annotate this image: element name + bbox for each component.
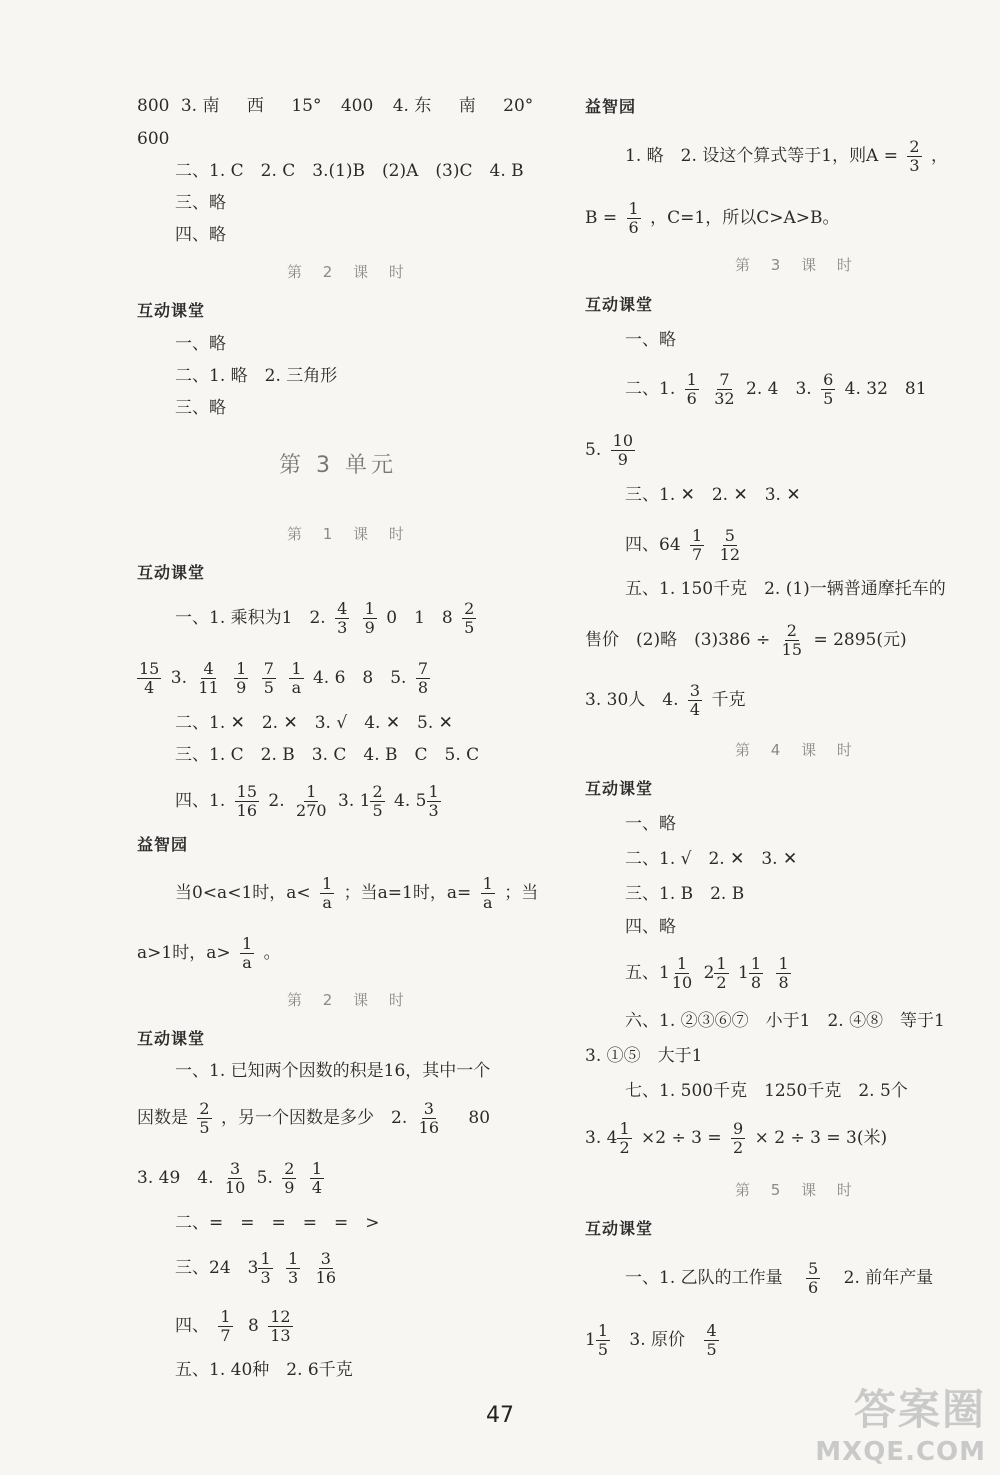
text: 5. (585, 440, 602, 460)
fraction (363, 600, 377, 637)
fraction (262, 660, 276, 697)
numerator: 1 (322, 874, 333, 893)
denominator: 7 (692, 545, 703, 564)
fraction (137, 660, 161, 697)
denominator: 270 (296, 801, 327, 820)
fraction (712, 371, 736, 408)
answer-line (175, 1250, 342, 1287)
fraction (218, 1308, 232, 1345)
numerator: 10 (612, 431, 633, 450)
denominator: 3 (288, 1268, 299, 1287)
text: 4. 6 8 5. (312, 668, 407, 688)
numerator: 2 (284, 1159, 295, 1178)
answer-line: 二、= = = = = > (175, 1213, 380, 1233)
numerator: 2 (199, 1099, 210, 1118)
fraction (258, 1250, 272, 1287)
denominator: 16 (315, 1268, 336, 1287)
fraction (627, 200, 641, 237)
answer-line: 一、1. 已知两个因数的积是16，其中一个 (175, 1061, 491, 1081)
text: 西 (246, 96, 264, 116)
denominator: 9 (236, 678, 247, 697)
denominator: 2 (733, 1138, 744, 1157)
answer-line: 600 (137, 129, 170, 149)
numerator: 2 (464, 599, 475, 618)
numerator: 1 (220, 1307, 231, 1326)
text: 4. (392, 96, 409, 116)
fraction (685, 371, 699, 408)
section-heading: 互动课堂 (137, 563, 206, 582)
denominator: 8 (778, 973, 789, 992)
answer-line: 一、略 (175, 334, 226, 354)
text: 四、1. (175, 791, 226, 811)
text: 2. 4 3. (746, 379, 812, 399)
numerator: 4 (337, 599, 348, 618)
text: ， (931, 146, 948, 166)
numerator: 12 (270, 1307, 291, 1326)
numerator: 4 (203, 659, 214, 678)
answer-line (625, 1260, 933, 1297)
text: 三、24 3 (175, 1258, 259, 1278)
text: ×2 ÷ 3 = (641, 1128, 722, 1148)
denominator: 5 (372, 801, 383, 820)
fraction (294, 783, 329, 820)
text: 1 (585, 1330, 596, 1350)
text: 南 (202, 96, 220, 116)
text: = 2895(元) (813, 630, 907, 650)
text: ，另一个因数是多少 2. (221, 1108, 408, 1128)
text: 4. 5 (394, 791, 427, 811)
fraction (320, 875, 334, 912)
answer-line: 五、1. 40种 2. 6千克 (175, 1360, 353, 1380)
text: 8 (248, 1316, 259, 1336)
fraction (196, 660, 220, 697)
denominator: 6 (628, 218, 639, 237)
numerator: 1 (236, 659, 247, 678)
numerator: 1 (306, 782, 317, 801)
numerator: 3 (229, 1159, 241, 1178)
section-heading: 互动课堂 (137, 301, 206, 320)
text: 五、1 (625, 963, 670, 983)
lesson-title: 第 3 课 时 (735, 256, 860, 274)
fraction (314, 1250, 338, 1287)
answer-line (625, 371, 927, 408)
answer-line: 二、1. 略 2. 三角形 (175, 366, 338, 386)
denominator: a (242, 953, 252, 972)
text: a>1时，a> (137, 943, 231, 963)
fraction (197, 1100, 211, 1137)
text: 一、1. 乘积为1 2. (175, 608, 326, 628)
text: 四、64 (625, 535, 681, 555)
text: 1 (738, 963, 749, 983)
denominator: 9 (617, 450, 628, 469)
answer-line: 四、略 (175, 225, 226, 245)
numerator: 1 (428, 782, 439, 801)
watermark-url: MXQE.COM (815, 1437, 986, 1467)
answer-line: 3. ①⑤ 大于1 (585, 1046, 703, 1066)
denominator: 5 (597, 1340, 609, 1359)
answer-line (137, 1100, 490, 1137)
fraction (731, 1120, 745, 1157)
answer-line: 四、略 (625, 917, 676, 937)
fraction (335, 600, 349, 637)
answer-line: 三、1. C 2. B 3. C 4. B C 5. C (175, 745, 480, 765)
numerator: 9 (733, 1119, 744, 1138)
text: 一、1. 乙队的工作量 (625, 1268, 783, 1288)
text: 2. (268, 791, 285, 811)
denominator: 4 (144, 678, 155, 697)
answer-line (625, 955, 795, 992)
numerator: 1 (260, 1249, 271, 1268)
numerator: 7 (263, 659, 274, 678)
denominator: 9 (284, 1178, 295, 1197)
answer-line (175, 1308, 297, 1345)
fraction (240, 935, 254, 972)
lesson-title: 第 1 课 时 (287, 525, 412, 543)
numerator: 6 (823, 370, 834, 389)
denominator: 3 (428, 801, 439, 820)
numerator: 1 (692, 526, 703, 545)
numerator: 1 (241, 934, 253, 953)
denominator: 32 (714, 389, 735, 408)
text: 2 (703, 963, 715, 983)
fraction (481, 875, 495, 912)
page-number: 47 (486, 1403, 514, 1428)
lesson-title: 第 2 课 时 (287, 991, 412, 1009)
text: × 2 ÷ 3 = 3(米) (754, 1128, 888, 1148)
answer-line (137, 93, 533, 119)
text: 4. 32 81 (844, 379, 927, 399)
text: 20° (503, 96, 534, 116)
text: 0 1 8 (386, 608, 453, 628)
denominator: 3 (909, 156, 920, 175)
numerator: 1 (676, 954, 688, 973)
text: 四、 (175, 1316, 209, 1336)
numerator: 3 (320, 1249, 331, 1268)
text: 1. 略 2. 设这个算式等于1，则A = (625, 146, 898, 166)
fraction (462, 600, 476, 637)
answer-line: 三、略 (175, 193, 226, 213)
text: 5. (256, 1168, 273, 1188)
fraction (310, 1160, 324, 1197)
answer-line (175, 783, 445, 820)
text: 3. (170, 668, 187, 688)
fraction (596, 1322, 610, 1359)
text: 3. 原价 (629, 1330, 686, 1350)
section-heading: 益智园 (137, 835, 189, 854)
denominator: a (291, 678, 302, 697)
answer-line: 二、1. √ 2. ✕ 3. ✕ (625, 849, 798, 869)
fraction (417, 1100, 441, 1137)
text: 。 (263, 943, 281, 963)
answer-line: 五、1. 150千克 2. (1)一辆普通摩托车的 (625, 579, 946, 599)
answer-line (585, 200, 839, 237)
fraction (907, 138, 921, 175)
denominator: 8 (417, 678, 429, 697)
fraction (806, 1260, 820, 1297)
denominator: 8 (750, 973, 762, 992)
numerator: 15 (139, 659, 160, 678)
denominator: 12 (719, 545, 740, 564)
text: ；当 (504, 883, 539, 903)
fraction (416, 660, 430, 697)
section-heading: 互动课堂 (585, 779, 654, 798)
denominator: 5 (464, 618, 475, 637)
denominator: 6 (686, 389, 697, 408)
fraction (286, 1250, 300, 1287)
unit-title: 第 3 单元 (279, 453, 397, 478)
watermark (815, 1377, 986, 1467)
answer-line: 一、略 (625, 814, 676, 834)
text: 千克 (711, 690, 746, 710)
fraction (234, 660, 248, 697)
text: 400 (340, 96, 374, 116)
answer-line (585, 1120, 887, 1157)
denominator: 6 (808, 1278, 819, 1297)
denominator: 7 (220, 1326, 231, 1345)
numerator: 2 (909, 137, 920, 156)
answer-line (585, 622, 907, 659)
numerator: 1 (364, 599, 375, 618)
text: 二、1. (625, 379, 676, 399)
denominator: 13 (270, 1326, 291, 1345)
numerator: 4 (706, 1321, 717, 1340)
numerator: 3 (689, 681, 701, 700)
section-heading: 益智园 (585, 97, 637, 116)
text: ；当a=1时，a= (343, 883, 472, 903)
denominator: a (322, 893, 332, 912)
watermark-logo: 答案圈 (853, 1385, 986, 1434)
answer-line (585, 1322, 723, 1359)
numerator: 7 (417, 659, 429, 678)
text: 3. (180, 96, 198, 116)
answer-line (625, 527, 746, 564)
text: 3. 30人 4. (585, 690, 679, 710)
denominator: 4 (311, 1178, 323, 1197)
answer-line: 三、略 (175, 398, 226, 418)
numerator: 1 (291, 659, 302, 678)
lesson-title: 第 4 课 时 (735, 741, 860, 759)
numerator: 2 (372, 782, 383, 801)
fraction (780, 622, 804, 659)
numerator: 1 (482, 874, 493, 893)
numerator: 1 (311, 1159, 323, 1178)
fraction (704, 1322, 718, 1359)
answer-line: 三、1. B 2. B (625, 884, 745, 904)
answer-line: 三、1. ✕ 2. ✕ 3. ✕ (625, 485, 801, 505)
text: 2. 前年产量 (843, 1268, 934, 1288)
answer-line (625, 138, 948, 175)
numerator: 1 (619, 1119, 630, 1138)
denominator: a (482, 893, 493, 912)
section-heading: 互动课堂 (585, 1219, 654, 1238)
fraction (718, 527, 742, 564)
fraction (690, 527, 704, 564)
answer-line (137, 1160, 328, 1197)
numerator: 1 (686, 370, 697, 389)
fraction (688, 682, 702, 719)
numerator: 1 (597, 1321, 609, 1340)
fraction (223, 1160, 247, 1197)
denominator: 10 (224, 1178, 246, 1197)
answer-line: 一、略 (625, 330, 676, 350)
denominator: 5 (263, 678, 274, 697)
text: 当0<a<1时，a< (175, 883, 311, 903)
numerator: 1 (778, 954, 789, 973)
denominator: 5 (199, 1118, 210, 1137)
numerator: 1 (716, 954, 727, 973)
text: 3. 49 4. (137, 1168, 214, 1188)
numerator: 3 (423, 1099, 434, 1118)
denominator: 11 (198, 678, 219, 697)
section-heading: 互动课堂 (585, 295, 654, 314)
denominator: 4 (689, 700, 701, 719)
text: 80 (468, 1108, 491, 1128)
lesson-title: 第 5 课 时 (735, 1181, 860, 1199)
denominator: 3 (337, 618, 348, 637)
text: 3. 4 (585, 1128, 618, 1148)
numerator: 7 (719, 370, 730, 389)
denominator: 2 (619, 1138, 630, 1157)
fraction (617, 1120, 631, 1157)
text: 15° (291, 96, 322, 116)
denominator: 9 (364, 618, 375, 637)
fraction (289, 660, 303, 697)
answer-line (175, 600, 480, 637)
numerator: 5 (724, 526, 735, 545)
text: 因数是 (137, 1108, 188, 1128)
answer-line: 六、1. ②③⑥⑦ 小于1 2. ④⑧ 等于1 (625, 1011, 945, 1031)
lesson-title: 第 2 课 时 (287, 263, 412, 281)
section-heading: 互动课堂 (137, 1029, 206, 1048)
numerator: 5 (808, 1259, 819, 1278)
fraction (611, 432, 635, 469)
denominator: 15 (781, 640, 803, 659)
denominator: 16 (418, 1118, 439, 1137)
fraction (370, 783, 384, 820)
numerator: 2 (786, 621, 797, 640)
text: 东 (414, 96, 432, 116)
answer-line: 二、1. C 2. C 3.(1)B (2)A (3)C 4. B (175, 161, 524, 181)
fraction (282, 1160, 296, 1197)
fraction (749, 955, 763, 992)
text: 南 (458, 96, 476, 116)
text: 售价 (2)略 (3)386 ÷ (585, 630, 771, 650)
answer-line (137, 660, 434, 697)
fraction (821, 371, 835, 408)
answer-line (585, 682, 745, 719)
denominator: 5 (823, 389, 834, 408)
text: 3. 1 (338, 791, 371, 811)
denominator: 5 (706, 1340, 717, 1359)
answer-line: 二、1. ✕ 2. ✕ 3. √ 4. ✕ 5. ✕ (175, 713, 453, 733)
fraction (268, 1308, 292, 1345)
text: ，C=1，所以C>A>B。 (650, 208, 840, 228)
answer-line (585, 432, 639, 469)
numerator: 1 (288, 1249, 299, 1268)
denominator: 3 (260, 1268, 271, 1287)
text: B = (585, 208, 618, 228)
denominator: 16 (236, 801, 257, 820)
fraction (714, 955, 728, 992)
denominator: 10 (671, 973, 693, 992)
numerator: 15 (236, 782, 257, 801)
numerator: 1 (750, 954, 762, 973)
fraction (670, 955, 694, 992)
fraction (776, 955, 790, 992)
fraction (427, 783, 441, 820)
answer-line: 七、1. 500千克 1250千克 2. 5个 (625, 1081, 908, 1101)
fraction (235, 783, 259, 820)
denominator: 2 (716, 973, 727, 992)
answer-line (175, 875, 538, 912)
text: 800 (137, 96, 170, 116)
answer-line (137, 935, 281, 972)
numerator: 1 (628, 199, 639, 218)
